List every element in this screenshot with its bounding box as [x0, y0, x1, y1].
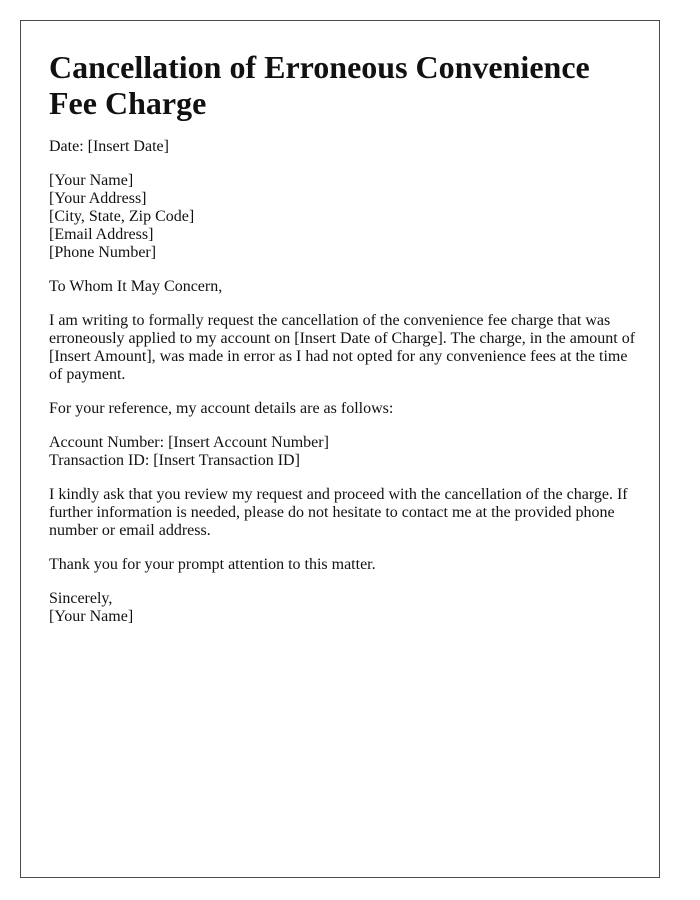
salutation: To Whom It May Concern,: [49, 278, 223, 295]
date-line: Date: [Insert Date]: [49, 138, 169, 155]
account-number: Account Number: [Insert Account Number]: [49, 434, 329, 451]
paragraph-review: I kindly ask that you review my request and proceed with the cancellation of the charge. If further information is needed, please do not hesitate to contact me at the provided phone number or email address.: [49, 486, 628, 539]
sender-email: [Email Address]: [49, 226, 154, 243]
paragraph-thanks: Thank you for your prompt attention to this matter.: [49, 556, 376, 573]
sender-city-state-zip: [City, State, Zip Code]: [49, 208, 195, 225]
closing-block: [49, 590, 637, 626]
paragraph-request: I am writing to formally request the cancellation of the convenience fee charge that was erroneously applied to my account on [Insert Date of Charge]. The charge, in the amount of [Insert Amount], was made in error as I had not opted for any convenience fees at the time of payment.: [49, 312, 636, 383]
valediction: Sincerely,: [49, 590, 113, 607]
paragraph-reference: For your reference, my account details are as follows:: [49, 400, 394, 417]
sender-phone: [Phone Number]: [49, 244, 157, 261]
transaction-id: Transaction ID: [Insert Transaction ID]: [49, 452, 300, 469]
signature-name: [Your Name]: [49, 608, 134, 625]
sender-address-block: [49, 172, 637, 262]
letter-page: [20, 20, 660, 878]
account-details-block: [49, 434, 637, 470]
letter-title: Cancellation of Erroneous Convenience Fee Charge: [49, 49, 590, 121]
sender-name: [Your Name]: [49, 172, 134, 189]
letter-content: [49, 49, 637, 626]
sender-address: [Your Address]: [49, 190, 147, 207]
